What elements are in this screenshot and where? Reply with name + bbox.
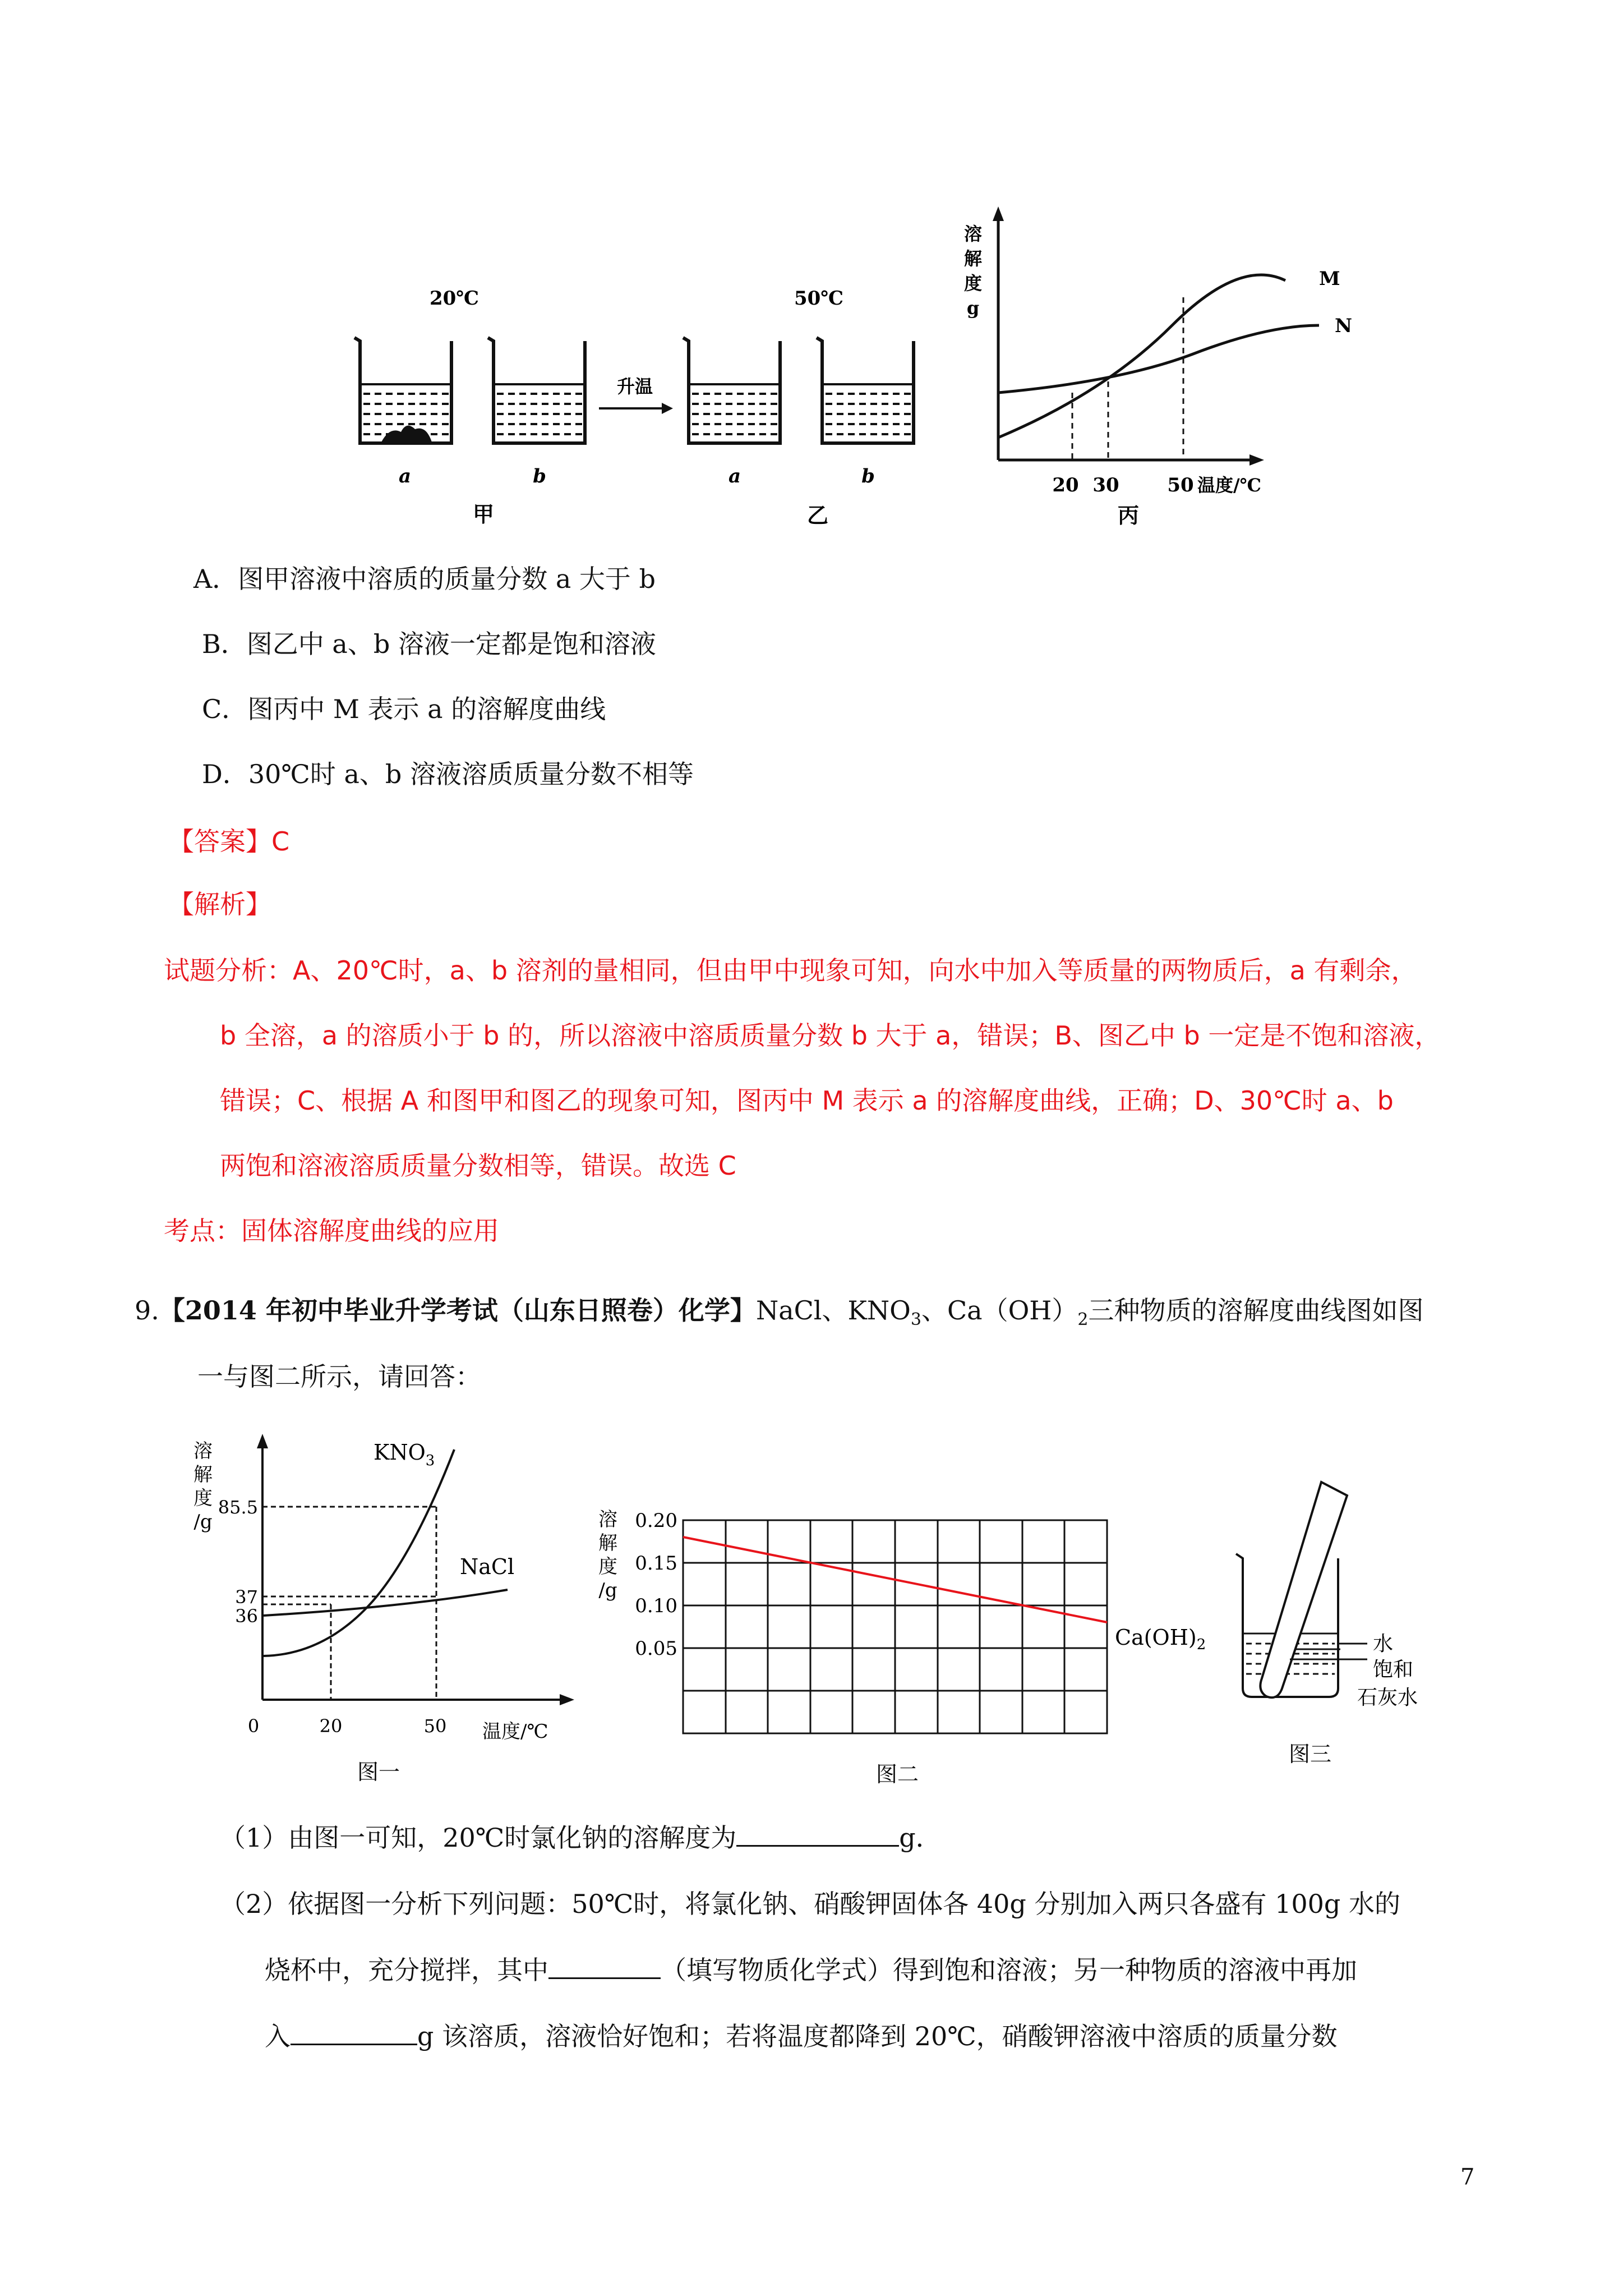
x-tick: 20 bbox=[319, 1715, 343, 1737]
caption-fig-one: 图一 bbox=[357, 1760, 400, 1784]
label-saturated: 饱和 bbox=[1373, 1658, 1414, 1681]
ylabel-char: 解 bbox=[598, 1532, 617, 1554]
q9-text-1: NaCl、KNO bbox=[755, 1295, 911, 1326]
ylabel-char: 溶 bbox=[193, 1440, 213, 1462]
q9-text-2: 、Ca（OH） bbox=[921, 1295, 1078, 1326]
x-tick: 0 bbox=[247, 1715, 260, 1737]
q9-source: 【2014 年初中毕业升学考试（山东日照卷）化学】 bbox=[159, 1295, 756, 1326]
grid bbox=[683, 1520, 1107, 1733]
x-tick: 30 bbox=[1092, 474, 1119, 496]
ylabel-char: 解 bbox=[963, 248, 983, 269]
curve-nacl bbox=[264, 1590, 508, 1616]
kaodian: 考点：固体溶解度曲线的应用 bbox=[164, 1216, 499, 1246]
y-tick: 0.10 bbox=[635, 1595, 677, 1617]
ylabel-char: /g bbox=[598, 1579, 617, 1602]
y-tick: 0.15 bbox=[635, 1552, 677, 1575]
q9-number: 9. bbox=[135, 1295, 159, 1326]
x-label: 温度/℃ bbox=[1197, 475, 1262, 496]
analysis-label: 【解析】 bbox=[168, 889, 271, 919]
analysis-line-2: b 全溶，a 的溶质小于 b 的，所以溶液中溶质质量分数 b 大于 a，错误；B、图乙中 b 一定是不饱和溶液， bbox=[220, 1020, 1441, 1051]
beaker-yi-b bbox=[817, 338, 914, 443]
caoh2-label: $Ca(OH)_2$ bbox=[1115, 1625, 1206, 1653]
analysis-line-3: 错误；C、根据 A 和图甲和图乙的现象可知，图丙中 M 表示 a 的溶解度曲线，正确；D、30℃时 a、b bbox=[220, 1085, 1394, 1116]
beaker-label: b bbox=[533, 465, 546, 487]
analysis-line-4: 两饱和溶液溶质质量分数相等，错误。故选 C bbox=[220, 1151, 736, 1181]
sub-question-1: （1）由图一可知，20℃时氯化钠的溶解度为 g． bbox=[220, 1823, 942, 1853]
caption-jia: 甲 bbox=[472, 501, 495, 527]
curve-n-label: N bbox=[1335, 315, 1353, 337]
ylabel-char: 度 bbox=[193, 1487, 213, 1510]
x-tick: 50 bbox=[1167, 474, 1194, 496]
curve-m-label: M bbox=[1319, 268, 1340, 290]
answer-blank-2[interactable] bbox=[548, 1955, 661, 1979]
figure-one-kno3-nacl bbox=[179, 1425, 583, 1784]
caption-fig-two: 图二 bbox=[875, 1762, 919, 1787]
figure-two-caoh2 bbox=[583, 1492, 1234, 1795]
curve-n bbox=[998, 325, 1319, 393]
beaker-yi-a bbox=[683, 338, 780, 443]
x-tick: 20 bbox=[1052, 474, 1079, 496]
curve-kno3 bbox=[264, 1450, 454, 1656]
answer-blank-3[interactable] bbox=[291, 2021, 417, 2045]
ylabel-char: /g bbox=[193, 1511, 213, 1533]
nacl-label: NaCl bbox=[460, 1554, 515, 1579]
option-a: A．图甲溶液中溶质的质量分数 a 大于 b bbox=[193, 564, 656, 594]
temp-50: 50℃ bbox=[794, 287, 844, 310]
x-tick: 50 bbox=[423, 1715, 447, 1737]
answer-blank-1[interactable] bbox=[736, 1823, 899, 1847]
beaker-label: b bbox=[861, 465, 875, 487]
arrow-head bbox=[662, 403, 673, 414]
y-tick: 85.5 bbox=[218, 1497, 258, 1518]
beaker-jia-b bbox=[488, 338, 585, 443]
q9-text-3: 三种物质的溶解度曲线图如图 bbox=[1088, 1295, 1424, 1326]
caption-fig-three: 图三 bbox=[1288, 1742, 1332, 1766]
sub-question-2-line-1: （2）依据图一分析下列问题：50℃时，将氯化钠、硝酸钾固体各 40g 分别加入两只各盛有 100g 水的 bbox=[220, 1889, 1400, 1919]
undissolved-solid bbox=[381, 426, 432, 442]
beaker-jia-a bbox=[354, 338, 451, 443]
option-d: D．30℃时 a、b 溶液溶质质量分数不相等 bbox=[202, 759, 694, 789]
q9-line-1 bbox=[135, 1290, 1424, 1329]
label-water: 水 bbox=[1373, 1632, 1394, 1655]
sub-question-2-line-2: 烧杯中，充分搅拌，其中 （填写物质化学式）得到饱和溶液；另一种物质的溶液中再加 bbox=[265, 1955, 1357, 1985]
beaker-label: a bbox=[398, 465, 412, 487]
q9-line-2: 一与图二所示，请回答： bbox=[197, 1361, 481, 1392]
guide-lines bbox=[1072, 297, 1183, 460]
analysis-line-1: 试题分析：A、20℃时，a、b 溶剂的量相同，但由甲中现象可知，向水中加入等质量的两物质后，a 有剩余， bbox=[164, 955, 1417, 986]
ylabel-char: 度 bbox=[598, 1556, 617, 1578]
test-tube bbox=[1260, 1482, 1347, 1697]
curve-m bbox=[998, 275, 1285, 438]
chart-bing bbox=[964, 206, 1352, 496]
page-number: 7 bbox=[1460, 2164, 1475, 2190]
y-tick: 37 bbox=[235, 1586, 258, 1608]
ylabel-char: 溶 bbox=[598, 1508, 617, 1531]
answer-label: 【答案】C bbox=[168, 826, 290, 857]
y-tick: 0.20 bbox=[635, 1510, 677, 1532]
label-limewater: 石灰水 bbox=[1357, 1686, 1418, 1709]
figure-beakers-solubility bbox=[336, 202, 1353, 539]
temp-20: 20℃ bbox=[429, 287, 479, 310]
ylabel-char: g bbox=[966, 297, 980, 319]
liquid-lines bbox=[363, 394, 911, 434]
x-label: 温度/℃ bbox=[482, 1720, 548, 1743]
ylabel-char: 解 bbox=[193, 1464, 213, 1486]
option-b: B．图乙中 a、b 溶液一定都是饱和溶液 bbox=[202, 629, 656, 659]
beaker-label: a bbox=[728, 465, 741, 487]
ylabel-char: 度 bbox=[963, 273, 983, 294]
figure-three-test-tube bbox=[1228, 1481, 1464, 1795]
sub-question-2-line-3: 入 g 该溶质，溶液恰好饱和；若将温度都降到 20℃，硝酸钾溶液中溶质的质量分数 bbox=[265, 2021, 1338, 2051]
heating-label: 升温 bbox=[616, 376, 653, 397]
kno3-label: $KNO_3$ bbox=[374, 1440, 435, 1469]
y-tick: 0.05 bbox=[635, 1637, 677, 1660]
option-c: C．图丙中 M 表示 a 的溶解度曲线 bbox=[202, 694, 606, 724]
caption-yi: 乙 bbox=[806, 503, 829, 528]
ylabel-char: 溶 bbox=[963, 223, 983, 245]
y-tick: 36 bbox=[235, 1605, 258, 1627]
q9-sub-2: 2 bbox=[1077, 1310, 1089, 1330]
q9-sub-3: 3 bbox=[910, 1310, 921, 1330]
caption-bing: 丙 bbox=[1117, 503, 1140, 528]
